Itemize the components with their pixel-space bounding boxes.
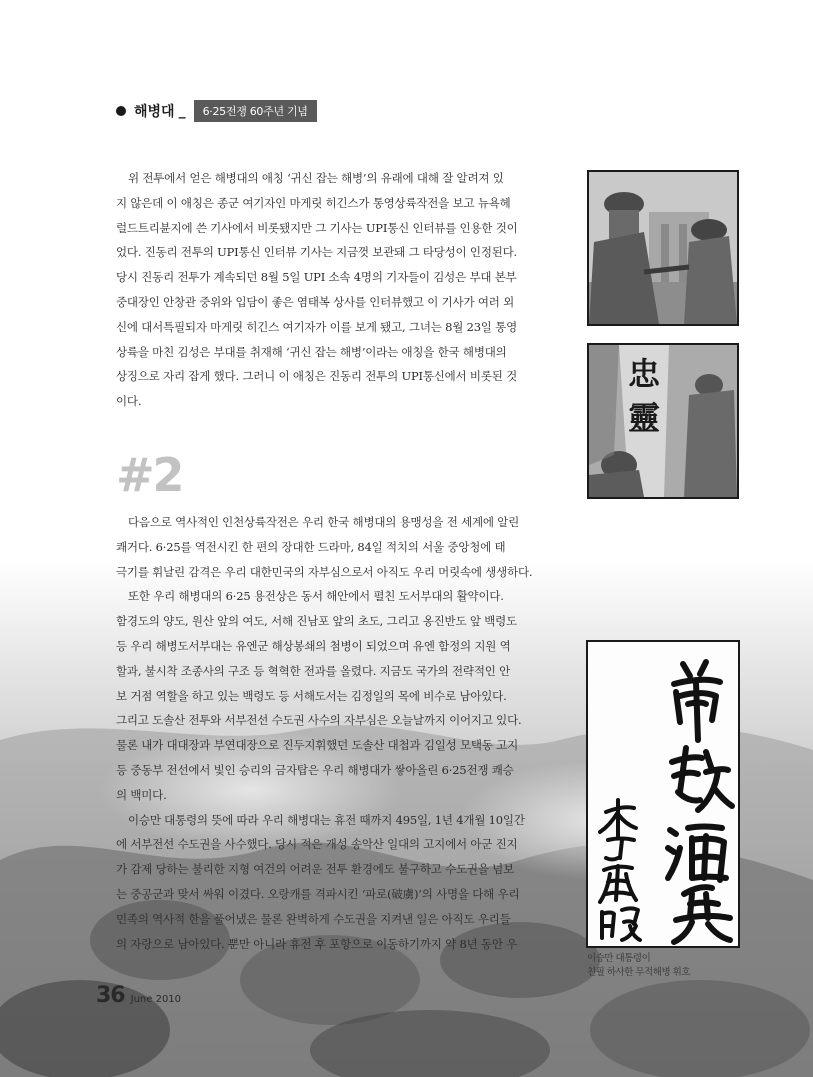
text-line: 쾌거다. 6·25를 역전시킨 한 편의 장대한 드라마, 84일 적치의 서울 중앙청에 태 — [116, 539, 506, 554]
page-footer — [96, 983, 181, 1008]
text-line: 중대장인 안창관 중위와 입담이 좋은 염태복 상사를 인터뷰했고 이 기사가 여러 외 — [116, 294, 515, 309]
bullet-icon — [116, 106, 126, 116]
text-line: 등 중동부 전선에서 빛인 승리의 금자탑은 우리 해병대가 쌓아올린 6·25전쟁 쾌승 — [116, 762, 514, 777]
section-number-heading: #2 — [116, 448, 183, 502]
section-header — [116, 100, 317, 122]
calligraphy-caption-line2: 친필 하사한 무적해병 휘호 — [587, 967, 691, 978]
text-line: 함경도의 양도, 원산 앞의 여도, 서해 진남포 앞의 초도, 그리고 옹진반도 앞 백령도 — [116, 614, 517, 629]
calligraphy-caption-line1: 이승만 대통령이 — [587, 953, 651, 964]
text-line: 다음으로 역사적인 인천상륙작전은 우리 한국 해병대의 용맹성을 전 세계에 알린 — [128, 515, 520, 529]
text-line: 상징으로 자리 잡게 했다. 그러니 이 애칭은 진동리 전투의 UPI통신에서 비롯된 것 — [116, 369, 518, 384]
issue-date: June 2010 — [130, 994, 182, 1005]
series-tag: 6·25전쟁 60주년 기념 — [194, 100, 317, 122]
text-line: 상륙을 마친 김성은 부대를 취재해 ‘귀신 잡는 해병’이라는 애칭을 한국 해병대의 — [116, 344, 507, 359]
article-paragraph-1 — [116, 166, 540, 414]
text-line: 이승만 대통령의 뜻에 따라 우리 해병대는 휴전 때까지 495일, 1년 4개월 10일간 — [128, 812, 525, 827]
text-line: 보 거점 역할을 하고 있는 백령도 등 서해도서는 김정일의 목에 비수로 남아있다. — [116, 688, 507, 703]
text-line: 의 자랑으로 남아있다. 뿐만 아니라 휴전 후 포항으로 이동하기까지 약 8년 동안 우 — [116, 936, 518, 951]
page-number: 36 — [96, 983, 125, 1008]
section-title: 해병대 — [134, 104, 175, 120]
header-separator: _ — [178, 103, 186, 119]
text-line: 민족의 역사적 한을 풀어냈은 물론 완벽하게 수도권을 지켜낸 일은 아직도 우리들 — [116, 911, 511, 926]
text-line: 는 중공군과 맞서 싸워 이겼다. 오랑캐를 격파시킨 ‘파로(破虜)’의 사명을 다해 우리 — [116, 886, 520, 901]
text-line: 었다. 진동리 전투의 UPI통신 인터뷰 기사는 지금껏 보관돼 그 타당성이 인정된다. — [116, 245, 518, 260]
text-line: 신에 대서특필되자 마게릿 히긴스 여기자가 이를 보게 됐고, 그녀는 8월 23일 통영 — [116, 319, 517, 334]
war-handshake-photo — [587, 170, 739, 326]
text-line: 가 감제 당하는 불리한 지형 여건의 어려운 전투 환경에도 불구하고 수도권을 넘보 — [116, 862, 515, 877]
text-line: 지 않은데 이 애칭은 종군 여기자인 마게릿 히긴스가 통영상륙작전을 보고 뉴욕헤 — [116, 195, 511, 210]
text-line: 에 서부전선 수도권을 사수했다. 당시 적은 개성 송악산 일대의 고지에서 아군 진지 — [116, 837, 518, 852]
memorial-inscription-char: 靈 — [627, 399, 661, 437]
calligraphy-artwork — [586, 640, 740, 948]
memorial-stone-photo — [587, 343, 739, 499]
text-line: 그리고 도솔산 전투와 서부전선 수도권 사수의 자부심은 오늘날까지 이어지고 있다. — [116, 713, 522, 728]
text-line: 위 전투에서 얻은 해병대의 애칭 ‘귀신 잡는 해병’의 유래에 대해 잘 알려져 있 — [128, 171, 504, 185]
text-line: 럴드트리뷴지에 쓴 기사에서 비롯됐지만 그 기사는 UPI통신 인터뷰를 인용한 것이 — [116, 220, 518, 235]
text-line: 의 백미다. — [116, 787, 167, 802]
text-line: 당시 진동리 전투가 계속되던 8월 5일 UPI 소속 4명의 기자들이 김성은 부대 본부 — [116, 270, 517, 285]
text-line: 극기를 휘날린 감격은 우리 대한민국의 자부심으로서 아직도 우리 머릿속에 생생하다. — [116, 564, 533, 579]
text-line: 또한 우리 해병대의 6·25 용전상은 동서 해안에서 펼친 도서부대의 활약이다. — [128, 589, 504, 604]
article-paragraph-2 — [116, 510, 540, 956]
text-line: 등 우리 해병도서부대는 유엔군 해상봉쇄의 첨병이 되었으며 유엔 함정의 지원 역 — [116, 638, 511, 653]
text-line: 이다. — [116, 394, 142, 409]
memorial-inscription-char: 忠 — [627, 355, 661, 393]
text-line: 할과, 불시착 조종사의 구조 등 혁혁한 전과를 올렸다. 지금도 국가의 전략적인 안 — [116, 663, 511, 678]
text-line: 물론 내가 대대장과 부연대장으로 진두지휘했던 도솔산 대첩과 김일성 모택동 고지 — [116, 738, 519, 753]
